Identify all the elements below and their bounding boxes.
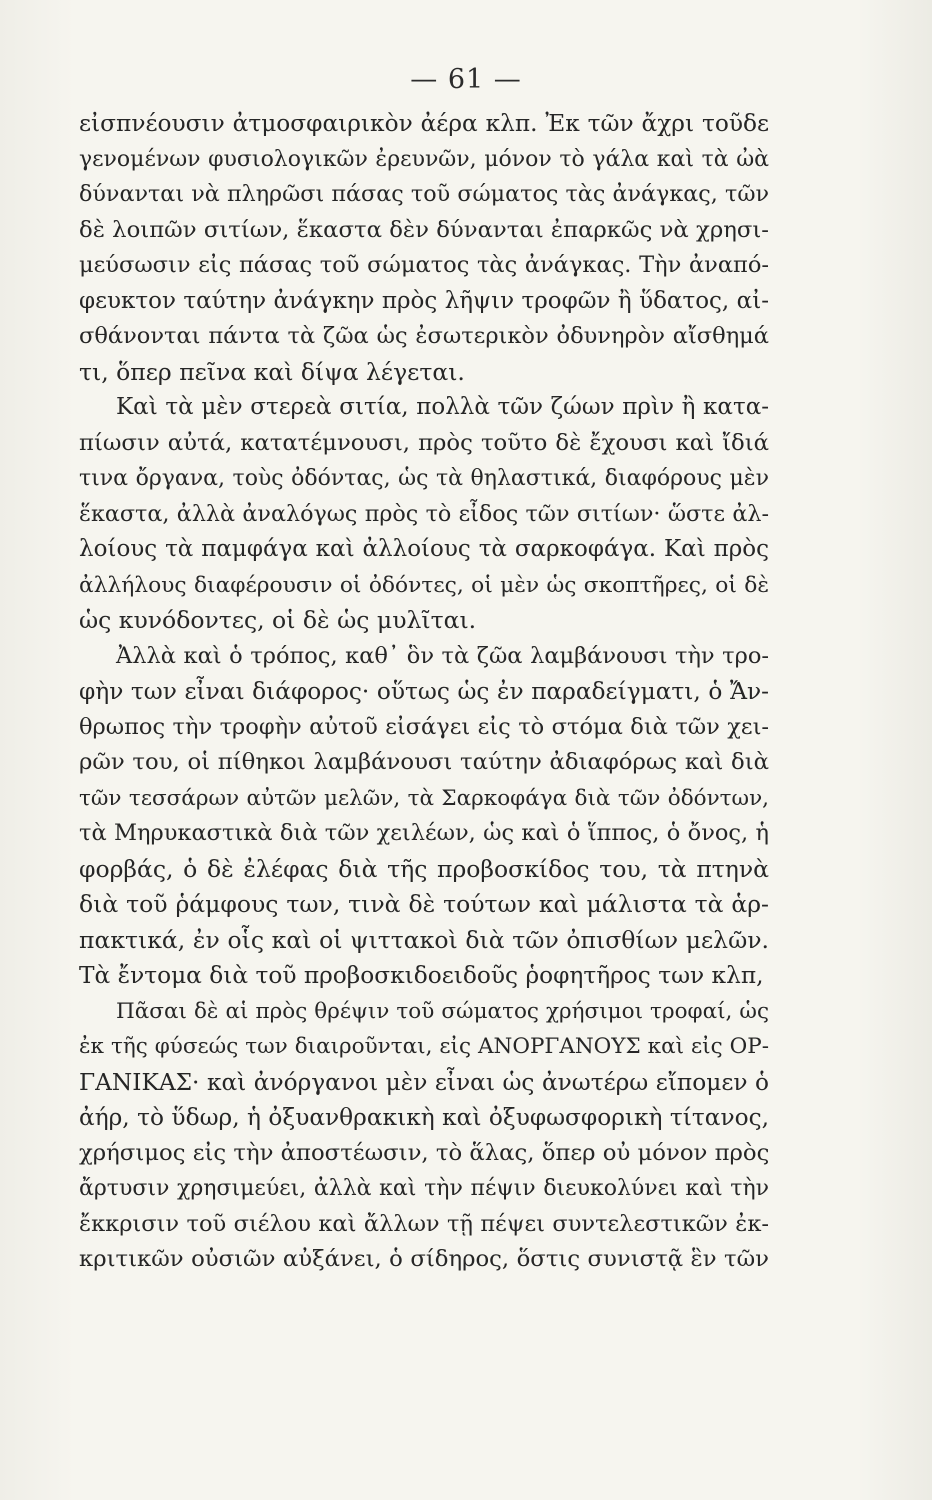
text-line: λοίους τὰ παμφάγα καὶ ἀλλοίους τὰ σαρκοφάγα. Καὶ πρὸς	[79, 536, 769, 562]
text-line: ἀήρ, τὸ ὕδωρ, ἡ ὀξυανθρακικὴ καὶ ὀξυφωσφορικὴ τίτανος,	[79, 1104, 769, 1131]
page-number: — 61 —	[410, 64, 522, 95]
text-line: θρωπος τὴν τροφὴν αὐτοῦ εἰσάγει εἰς τὸ στόμα διὰ τῶν χει-	[79, 713, 769, 740]
text-line: τι, ὅπερ πεῖνα καὶ δίψα λέγεται.	[79, 357, 465, 386]
text-line: ἀλλήλους διαφέρουσιν οἱ ὀδόντες, οἱ μὲν ὡς σκοπτῆρες, οἱ δὲ	[79, 572, 769, 598]
text-line: δὲ λοιπῶν σιτίων, ἕκαστα δὲν δύνανται ἐπαρκῶς νὰ χρησι-	[79, 216, 769, 243]
text-line: πίωσιν αὐτά, κατατέμνουσι, πρὸς τοῦτο δὲ ἔχουσι καὶ ἴδιά	[79, 429, 769, 456]
text-line: μεύσωσιν εἰς πάσας τοῦ σώματος τὰς ἀνάγκας. Τὴν ἀναπό-	[79, 252, 769, 278]
text-line: ἐκ τῆς φύσεώς των διαιροῦνται, εἰς ΑΝΟΡΓΑΝΟΥΣ καὶ εἰς ΟΡ-	[79, 1034, 769, 1059]
text-line: τὰ Μηρυκαστικὰ διὰ τῶν χειλέων, ὡς καὶ ὁ ἵππος, ὁ ὄνος, ἡ	[79, 820, 769, 846]
text-line: χρήσιμος εἰς τὴν ἀποστέωσιν, τὸ ἅλας, ὅπερ οὐ μόνον πρὸς	[79, 1139, 770, 1166]
text-line: φευκτον ταύτην ἀνάγκην πρὸς λῆψιν τροφῶν ἢ ὕδατος, αἰ-	[79, 287, 769, 314]
text-line: ρῶν του, οἱ πίθηκοι λαμβάνουσι ταύτην ἀδιαφόρως καὶ διὰ	[79, 749, 769, 775]
text-line: ἕκαστα, ἀλλὰ ἀναλόγως πρὸς τὸ εἶδος τῶν σιτίων· ὥστε ἀλ-	[79, 500, 769, 527]
text-line: Τὰ ἔντομα διὰ τοῦ προβοσκιδοειδοῦς ῥοφητῆρος των κλπ,	[79, 962, 764, 989]
text-line: ἔκκρισιν τοῦ σιέλου καὶ ἄλλων τῇ πέψει συντελεστικῶν ἐκ-	[79, 1210, 769, 1237]
text-line: εἰσπνέουσιν ἀτμοσφαιρικὸν ἀέρα κλπ. Ἐκ τῶν ἄχρι τοῦδε	[79, 110, 769, 137]
text-line: πακτικά, ἐν οἷς καὶ οἱ ψιττακοὶ διὰ τῶν ὀπισθίων μελῶν.	[79, 925, 769, 954]
text-line: ἄρτυσιν χρησιμεύει, ἀλλὰ καὶ τὴν πέψιν διευκολύνει καὶ τὴν	[79, 1176, 769, 1201]
paragraph-start-line: Ἀλλὰ καὶ ὁ τρόπος, καθ᾽ ὃν τὰ ζῶα λαμβάνουσι τὴν τρο-	[116, 642, 769, 669]
text-line: τῶν τεσσάρων αὐτῶν μελῶν, τὰ Σαρκοφάγα διὰ τῶν ὀδόντων,	[79, 785, 769, 811]
paragraph-start-line: Πᾶσαι δὲ αἱ πρὸς θρέψιν τοῦ σώματος χρήσιμοι τροφαί, ὡς	[116, 998, 769, 1024]
text-line: φὴν των εἶναι διάφορος· οὕτως ὡς ἐν παραδείγματι, ὁ Ἄν-	[79, 678, 769, 705]
text-line: κριτικῶν οὐσιῶν αὐξάνει, ὁ σίδηρος, ὅστις συνιστᾷ ἓν τῶν	[79, 1246, 769, 1272]
text-line: δύνανται νὰ πληρῶσι πάσας τοῦ σώματος τὰς ἀνάγκας, τῶν	[79, 181, 769, 207]
text-line: ΓΑΝΙΚΑΣ· καὶ ἀνόργανοι μὲν εἶναι ὡς ἀνωτέρω εἴπομεν ὁ	[79, 1068, 769, 1096]
text-line: φορβάς, ὁ δὲ ἐλέφας διὰ τῆς προβοσκίδος του, τὰ πτηνὰ	[79, 854, 769, 883]
text-line: γενομένων φυσιολογικῶν ἐρευνῶν, μόνον τὸ γάλα καὶ τὰ ὠὰ	[79, 146, 769, 172]
text-line: ὡς κυνόδοντες, οἱ δὲ ὡς μυλῖται.	[79, 606, 477, 634]
text-line: τινα ὄργανα, τοὺς ὀδόντας, ὡς τὰ θηλαστικά, διαφόρους μὲν	[79, 466, 769, 491]
text-line: διὰ τοῦ ῥάμφους των, τινὰ δὲ τούτων καὶ μάλιστα τὰ ἁρ-	[79, 890, 769, 918]
page-body-text	[79, 106, 769, 1278]
text-line: σθάνονται πάντα τὰ ζῶα ὡς ἐσωτερικὸν ὀδυνηρὸν αἴσθημά	[79, 323, 769, 349]
paragraph-start-line: Καὶ τὰ μὲν στερεὰ σιτία, πολλὰ τῶν ζώων πρὶν ἢ κατα-	[116, 394, 769, 420]
